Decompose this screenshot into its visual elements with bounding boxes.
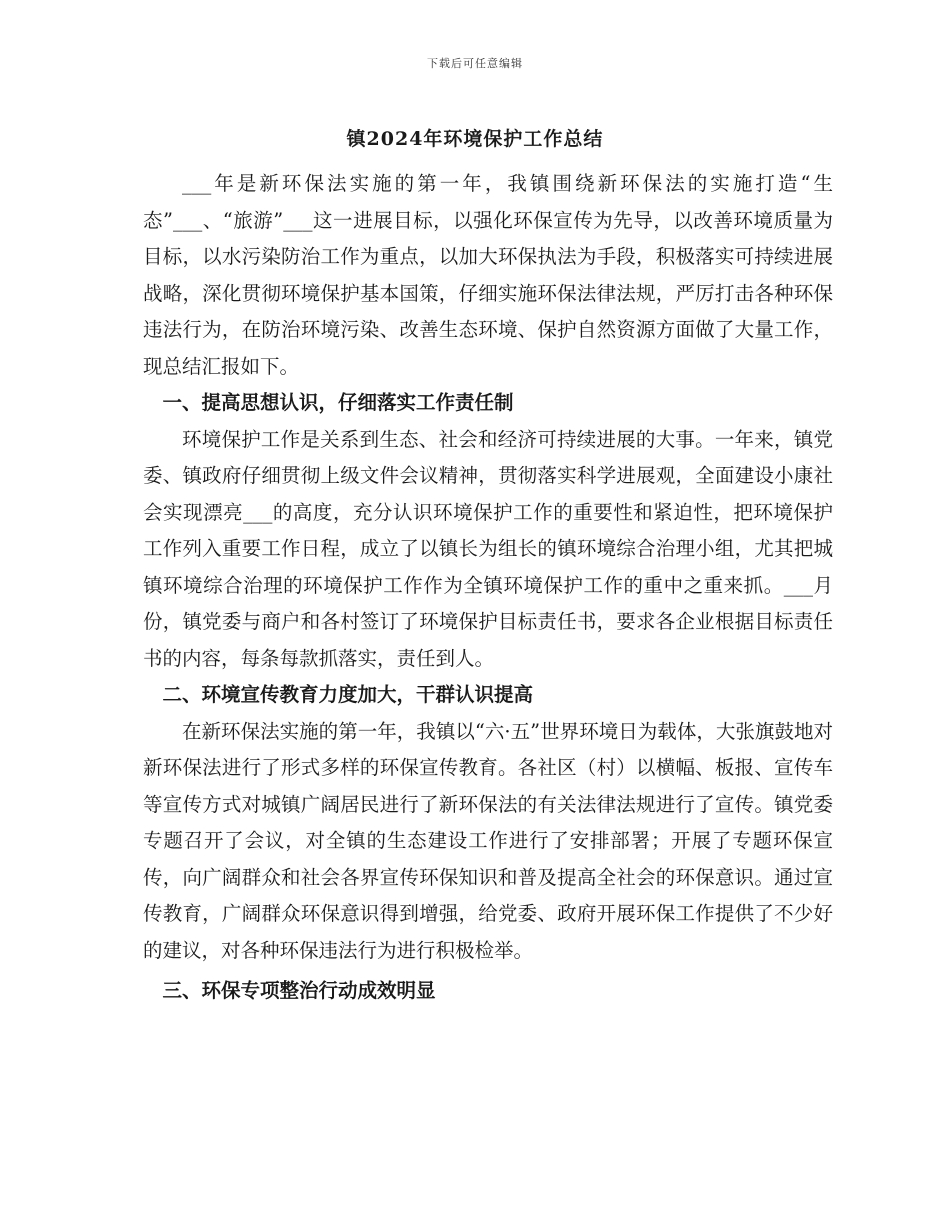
- section-paragraph-1: 环境保护工作是关系到生态、社会和经济可持续进展的大事。一年来，镇党委、镇政府仔细贯彻上级文件会议精神，贯彻落实科学进展观，全面建设小康社会实现漂亮___的高度，充分认识环境保护工作的重要性和紧迫性，把环境保护工作列入重要工作日程，成立了以镇长为组长的镇环境综合治理小组，尤其把城镇环境综合治理的环境保护工作作为全镇环境保护工作的重中之重来抓。___月份，镇党委与商户和各村签订了环境保护目标责任书，要求各企业根据目标责任书的内容，每条每款抓落实，责任到人。: [143, 427, 833, 670]
- section-paragraph-2: 在新环保法实施的第一年，我镇以“六·五”世界环境日为载体，大张旗鼓地对新环保法进行了形式多样的环保宣传教育。各社区（村）以横幅、板报、宣传车等宣传方式对城镇广阔居民进行了新环保法的有关法律法规进行了宣传。镇党委专题召开了会议，对全镇的生态建设工作进行了安排部署；开展了专题环保宣传，向广阔群众和社会各界宣传环保知识和普及提高全社会的环保意识。通过宣传教育，广阔群众环保意识得到增强，给党委、政府开展环保工作提供了不少好的建议，对各种环保违法行为进行积极检举。: [143, 719, 833, 962]
- section-heading-1: 一、提高思想认识，仔细落实工作责任制: [162, 391, 514, 414]
- document-title: 镇2024年环境保护工作总结: [346, 128, 604, 150]
- section-heading-3: 三、环保专项整治行动成效明显: [162, 979, 436, 1002]
- document-body: [143, 166, 833, 1010]
- page-header-note: 下载后可任意编辑: [427, 57, 523, 70]
- intro-paragraph: ___年是新环保法实施的第一年，我镇围绕新环保法的实施打造“生态”___、“旅游”___这一进展目标，以强化环保宣传为先导，以改善环境质量为目标，以水污染防治工作为重点，以加大环保执法为手段，积极落实可持续进展战略，深化贯彻环境保护基本国策，仔细实施环保法律法规，严厉打击各种环保违法行为，在防治环境污染、改善生态环境、保护自然资源方面做了大量工作，现总结汇报如下。: [143, 172, 833, 378]
- section-heading-2: 二、环境宣传教育力度加大，干群认识提高: [162, 683, 534, 706]
